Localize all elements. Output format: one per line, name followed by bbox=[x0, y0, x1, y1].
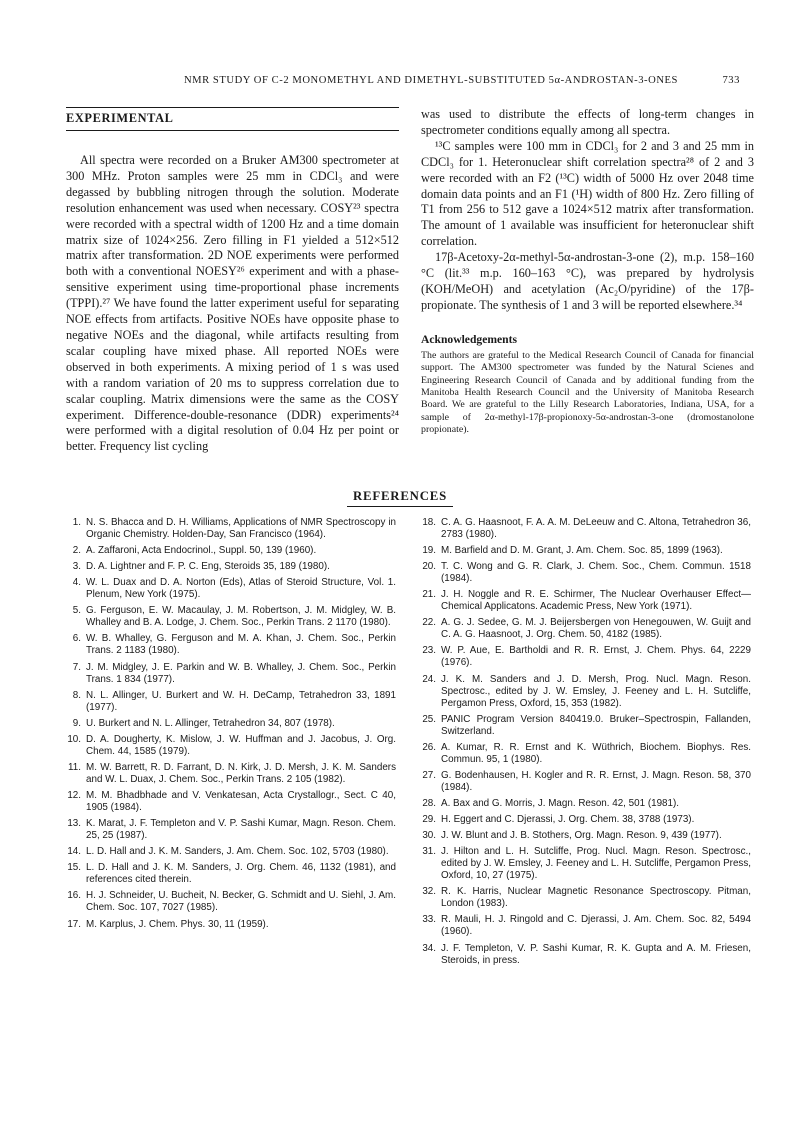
reference-text: C. A. G. Haasnoot, F. A. A. M. DeLeeuw and C. Altona, Tetrahedron 36, 2783 (1980). bbox=[441, 517, 751, 540]
reference-text: K. Marat, J. F. Templeton and V. P. Sashi Kumar, Magn. Reson. Chem. 25, 25 (1987). bbox=[86, 818, 396, 842]
reference-number: 33. bbox=[422, 914, 436, 926]
reference-item bbox=[421, 645, 751, 669]
references-list-right bbox=[421, 517, 751, 971]
reference-number: 11. bbox=[68, 761, 81, 773]
reference-number: 9. bbox=[72, 717, 81, 729]
acknowledgements-heading: Acknowledgements bbox=[421, 332, 517, 346]
reference-text: G. Bodenhausen, H. Kogler and R. R. Ernst, J. Magn. Reson. 58, 370 (1984). bbox=[441, 769, 751, 793]
experimental-paragraph: All spectra were recorded on a Bruker AM300 spectrometer at 300 MHz. Proton samples were 25 mm in CDCl₃ and were degassed by bubbling nitrogen through the solution. Moderate resolution enhancement was used when necessary. COSY²³ spectra were recorded with a spectral width of 1200 Hz and a time domain matrix size of 1024×256. Zero filling in F1 yielded a 512×512 matrix after transformation. 2D NOE experiments were performed both with a conventional NOESY²⁶ experiment and with a phase-sensitive experiment using time-proportional phase increments (TPPI).²⁷ We have found the latter experiment useful for separating NOE effects from artifacts. Positive NOEs have opposite phase to negative NOEs and the diagonal, while artifacts resulting from scalar coupling have mixed phase. All reported NOEs were observed in both experiments. A mixing period of 1 s was used with a random variation of 20 ms to suppress correlation due to scalar coupling. Matrix dimensions were the same as the COSY experiment. Difference-double-resonance (DDR) experiments²⁴ were performed with a digital resolution of 0.04 Hz per point or better. Frequency list cycling bbox=[66, 153, 399, 454]
reference-text: W. B. Whalley, G. Ferguson and M. A. Khan, J. Chem. Soc., Perkin Trans. 2 1183 (1980). bbox=[86, 633, 396, 657]
reference-number: 3. bbox=[72, 561, 81, 573]
reference-number: 24. bbox=[422, 673, 436, 685]
reference-item bbox=[421, 798, 751, 810]
experimental-paragraph-continued: was used to distribute the effects of long-term changes in spectrometer conditions equally among all spectra. bbox=[421, 107, 754, 137]
experimental-body-left bbox=[66, 153, 399, 455]
references-heading-wrap bbox=[66, 487, 734, 507]
reference-text: J. Hilton and L. H. Sutcliffe, Prog. Nucl. Magn. Reson. Spectrosc., edited by J. W. Emsley, J. Feeney and L. H. Sutcliffe, Pergamon Press, Oxford, 10, 27 (1975). bbox=[441, 846, 751, 882]
reference-number: 26. bbox=[422, 741, 436, 753]
acknowledgements-text: The authors are grateful to the Medical Research Council of Canada for financial support. The AM300 spectrometer was funded by the Natural Scienes and Engineering Research Council of Canada and by additional funding from the Manitoba Health Research Council and the University of Manitoba Research Board. We are grateful to the Lilly Research Laboratories, Indiana, USA, for a sample of 2α-methyl-17β-propionoxy-5α-androstan-3-one (dromostanolone propionate). bbox=[421, 349, 754, 436]
reference-text: H. J. Schneider, U. Bucheit, N. Becker, G. Schmidt and U. Siehl, J. Am. Chem. Soc. 107, 7027 (1985). bbox=[86, 890, 396, 914]
reference-text: M. Barfield and D. M. Grant, J. Am. Chem. Soc. 85, 1899 (1963). bbox=[441, 545, 723, 557]
reference-item bbox=[66, 762, 396, 786]
reference-text: N. L. Allinger, U. Burkert and W. H. DeCamp, Tetrahedron 33, 1891 (1977). bbox=[86, 689, 396, 713]
reference-text: L. D. Hall and J. K. M. Sanders, J. Am. Chem. Soc. 102, 5703 (1980). bbox=[86, 846, 389, 858]
reference-text: J. F. Templeton, V. P. Sashi Kumar, R. K. Gupta and A. M. Friesen, Steroids, in press. bbox=[441, 942, 751, 966]
reference-number: 8. bbox=[72, 689, 81, 701]
reference-number: 4. bbox=[72, 577, 81, 589]
reference-item bbox=[421, 914, 751, 938]
reference-text: J. W. Blunt and J. B. Stothers, Org. Magn. Reson. 9, 439 (1977). bbox=[441, 830, 722, 842]
reference-item bbox=[421, 770, 751, 794]
reference-item bbox=[421, 589, 751, 613]
experimental-paragraph-synthesis: 17β-Acetoxy-2α-methyl-5α-androstan-3-one (2), m.p. 158–160 °C (lit.³³ m.p. 160–163 °C), was prepared by hydrolysis (KOH/MeOH) and acetylation (Ac₂O/pyridine) of the 17β-propionate. The synthesis of 1 and 3 will be reported elsewhere.³⁴ bbox=[421, 250, 754, 312]
page-number: 733 bbox=[722, 75, 740, 86]
reference-item bbox=[66, 662, 396, 686]
reference-number: 25. bbox=[422, 713, 436, 725]
reference-item bbox=[66, 818, 396, 842]
reference-text: R. K. Harris, Nuclear Magnetic Resonance Spectroscopy. Pitman, London (1983). bbox=[441, 886, 751, 910]
reference-item bbox=[66, 790, 396, 814]
reference-item bbox=[66, 605, 396, 629]
reference-number: 23. bbox=[422, 645, 436, 657]
reference-number: 18. bbox=[422, 517, 436, 528]
reference-number: 1. bbox=[72, 517, 81, 528]
reference-text: W. L. Duax and D. A. Norton (Eds), Atlas of Steroid Structure, Vol. 1. Plenum, New York (1975). bbox=[86, 577, 396, 601]
reference-item bbox=[421, 561, 751, 585]
reference-text: D. A. Dougherty, K. Mislow, J. W. Huffman and J. Jacobus, J. Org. Chem. 44, 1585 (1979). bbox=[86, 733, 396, 757]
reference-text: J. M. Midgley, J. E. Parkin and W. B. Whalley, J. Chem. Soc., Perkin Trans. 1 834 (1977). bbox=[86, 661, 396, 685]
reference-text: H. Eggert and C. Djerassi, J. Org. Chem. 38, 3788 (1973). bbox=[441, 814, 695, 826]
reference-number: 32. bbox=[422, 886, 436, 898]
reference-text: M. Karplus, J. Chem. Phys. 30, 11 (1959). bbox=[86, 918, 269, 930]
reference-text: A. Bax and G. Morris, J. Magn. Reson. 42, 501 (1981). bbox=[441, 797, 680, 809]
reference-item bbox=[421, 943, 751, 967]
experimental-heading: EXPERIMENTAL bbox=[66, 111, 174, 125]
experimental-paragraph-carbon: ¹³C samples were 100 mm in CDCl₃ for 2 and 3 and 25 mm in CDCl₃ for 1. Heteronuclear shift correlation spectra²⁸ of 2 and 3 were recorded with an F2 (¹³C) width of 5000 Hz over 2048 time domain data points and an F1 (¹H) width of 800 Hz. Zero filling of T1 from 256 to 512 gave a 1024×512 matrix after transformation. The amount of 1 available was insufficient for heteronuclear shift correlation. bbox=[421, 138, 754, 249]
reference-item bbox=[421, 545, 751, 557]
reference-number: 5. bbox=[72, 605, 81, 617]
left-column bbox=[66, 107, 399, 455]
reference-number: 10. bbox=[67, 733, 81, 745]
reference-item bbox=[421, 830, 751, 842]
reference-number: 22. bbox=[422, 617, 436, 629]
reference-number: 34. bbox=[422, 942, 436, 954]
reference-number: 12. bbox=[67, 790, 81, 802]
reference-item bbox=[421, 517, 751, 541]
reference-item bbox=[421, 617, 751, 641]
reference-text: U. Burkert and N. L. Allinger, Tetrahedron 34, 807 (1978). bbox=[86, 717, 335, 729]
reference-number: 19. bbox=[422, 545, 436, 557]
reference-text: A. G. J. Sedee, G. M. J. Beijersbergen von Henegouwen, W. Guijt and C. A. G. Haasnoot, J. Org. Chem. 50, 4182 (1985). bbox=[441, 617, 751, 641]
reference-item bbox=[66, 919, 396, 931]
reference-number: 27. bbox=[422, 769, 436, 781]
right-column bbox=[421, 107, 754, 437]
reference-item bbox=[66, 517, 396, 541]
reference-number: 16. bbox=[67, 890, 81, 902]
reference-text: T. C. Wong and G. R. Clark, J. Chem. Soc., Chem. Commun. 1518 (1984). bbox=[441, 561, 751, 585]
reference-text: G. Ferguson, E. W. Macaulay, J. M. Robertson, J. M. Midgley, W. B. Whalley and B. A. Lodge, J. Chem. Soc., Perkin Trans. 2 1170 (1980). bbox=[86, 605, 396, 629]
running-head bbox=[60, 75, 740, 91]
reference-item bbox=[421, 742, 751, 766]
reference-text: J. K. M. Sanders and J. D. Mersh, Prog. Nucl. Magn. Reson. Spectrosc., edited by J. W. Emsley, J. Feeney and L. H. Sutcliffe, Pergamon Press, Oxford, 15, 353 (1982). bbox=[441, 673, 751, 709]
reference-text: M. W. Barrett, R. D. Farrant, D. N. Kirk, J. D. Mersh, J. K. M. Sanders and W. L. Duax, J. Chem. Soc., Perkin Trans. 2 105 (1982). bbox=[86, 761, 396, 785]
reference-text: D. A. Lightner and F. P. C. Eng, Steroids 35, 189 (1980). bbox=[86, 561, 330, 573]
reference-number: 20. bbox=[422, 561, 436, 573]
reference-number: 29. bbox=[422, 814, 436, 826]
running-head-title: NMR STUDY OF C-2 MONOMETHYL AND DIMETHYL-SUBSTITUTED 5α-ANDROSTAN-3-ONES bbox=[183, 75, 678, 86]
reference-number: 15. bbox=[67, 862, 81, 874]
reference-text: N. S. Bhacca and D. H. Williams, Applications of NMR Spectroscopy in Organic Chemistry. Holden-Day, San Francisco (1964). bbox=[86, 517, 396, 540]
reference-number: 28. bbox=[422, 797, 436, 809]
reference-item bbox=[421, 846, 751, 882]
reference-text: M. M. Bhadbhade and V. Venkatesan, Acta Crystallogr., Sect. C 40, 1905 (1984). bbox=[86, 790, 396, 814]
reference-number: 6. bbox=[72, 633, 81, 645]
reference-item bbox=[66, 718, 396, 730]
reference-item bbox=[421, 886, 751, 910]
reference-number: 31. bbox=[422, 846, 436, 858]
reference-number: 2. bbox=[72, 545, 81, 557]
experimental-heading-box bbox=[66, 107, 399, 131]
reference-item bbox=[66, 890, 396, 914]
experimental-body-right bbox=[421, 107, 754, 314]
reference-text: R. Mauli, H. J. Ringold and C. Djerassi, J. Am. Chem. Soc. 82, 5494 (1960). bbox=[441, 914, 751, 938]
reference-item bbox=[421, 714, 751, 738]
reference-number: 14. bbox=[67, 846, 81, 858]
reference-item bbox=[66, 577, 396, 601]
reference-item bbox=[421, 674, 751, 710]
references-list-left bbox=[66, 517, 396, 935]
reference-item bbox=[66, 633, 396, 657]
reference-item bbox=[66, 690, 396, 714]
reference-text: W. P. Aue, E. Bartholdi and R. R. Ernst, J. Chem. Phys. 64, 2229 (1976). bbox=[441, 645, 751, 669]
reference-number: 17. bbox=[67, 918, 81, 930]
reference-item bbox=[66, 561, 396, 573]
reference-number: 13. bbox=[67, 818, 81, 830]
reference-number: 30. bbox=[422, 830, 436, 842]
reference-item bbox=[66, 734, 396, 758]
reference-item bbox=[66, 846, 396, 858]
reference-text: L. D. Hall and J. K. M. Sanders, J. Org. Chem. 46, 1132 (1981), and references cited therein. bbox=[86, 862, 396, 886]
reference-item bbox=[66, 862, 396, 886]
reference-item bbox=[421, 814, 751, 826]
reference-text: J. H. Noggle and R. E. Schirmer, The Nuclear Overhauser Effect—Chemical Applicatons. Academic Press, New York (1971). bbox=[441, 589, 751, 613]
references-heading: REFERENCES bbox=[347, 489, 453, 507]
reference-item bbox=[66, 545, 396, 557]
reference-text: A. Zaffaroni, Acta Endocrinol., Suppl. 50, 139 (1960). bbox=[86, 545, 317, 557]
reference-text: A. Kumar, R. R. Ernst and K. Wüthrich, Biochem. Biophys. Res. Commun. 95, 1 (1980). bbox=[441, 741, 751, 765]
reference-text: PANIC Program Version 840419.0. Bruker–Spectrospin, Fallanden, Switzerland. bbox=[441, 713, 751, 737]
reference-number: 21. bbox=[422, 589, 436, 601]
reference-number: 7. bbox=[72, 661, 81, 673]
